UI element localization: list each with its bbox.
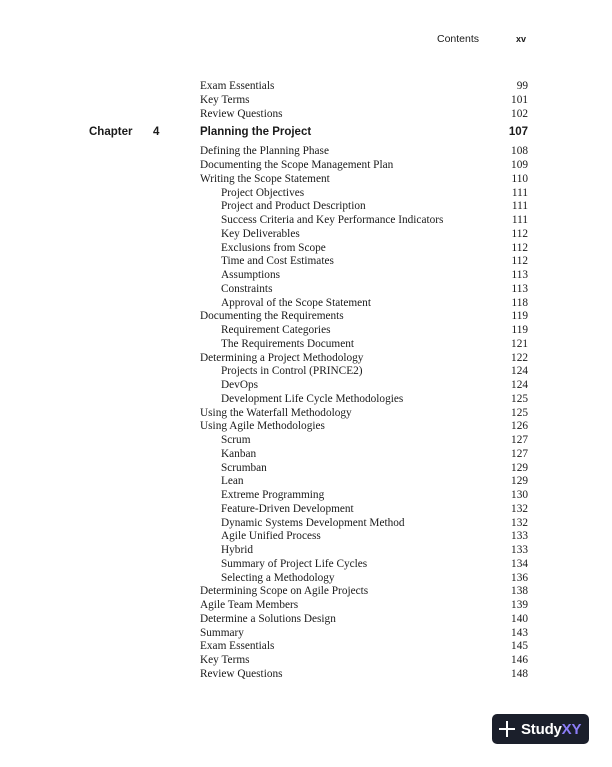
toc-entry-title: Review Questions <box>200 667 283 680</box>
chapter-label: Chapter <box>89 126 133 139</box>
toc-entry-page: 99 <box>516 80 528 92</box>
toc-entry[interactable] <box>0 517 612 531</box>
toc-entry[interactable] <box>0 108 612 122</box>
toc-entry-title: Agile Team Members <box>200 599 299 611</box>
toc-entry-title: Key Deliverables <box>221 227 300 240</box>
toc-entry-title: Extreme Programming <box>221 489 325 501</box>
toc-entry-title: Feature-Driven Development <box>221 502 354 515</box>
plus-icon <box>499 721 515 737</box>
toc-entry-title: Summary of Project Life Cycles <box>221 557 368 570</box>
toc-entry-title: Projects in Control (PRINCE2) <box>221 365 363 378</box>
toc-entry[interactable] <box>0 145 612 159</box>
toc-entry-page: 148 <box>511 667 528 680</box>
toc-entry-title: Scrumban <box>221 461 267 474</box>
toc-entry-page: 119 <box>511 324 528 336</box>
toc-entry-title: Using Agile Methodologies <box>200 420 325 433</box>
toc-entry-title: The Requirements Document <box>221 337 355 350</box>
toc-entry-page: 108 <box>511 145 528 158</box>
toc-entry-page: 132 <box>511 502 528 515</box>
toc-entry-title: Documenting the Scope Management Plan <box>200 159 394 171</box>
toc-entry-page: 101 <box>511 93 528 106</box>
brand-name <box>521 721 581 738</box>
toc-entry-page: 124 <box>511 379 528 391</box>
toc-entry[interactable] <box>0 187 612 201</box>
running-header-title: Contents <box>437 33 480 45</box>
toc-entry-title: Assumptions <box>221 269 281 281</box>
chapter-title: Planning the Project <box>200 126 312 139</box>
toc-entry-page: 130 <box>511 489 528 501</box>
toc-entry-title: Agile Unified Process <box>221 530 321 543</box>
brand-name-part1: Study <box>521 720 562 738</box>
toc-entry[interactable] <box>0 627 612 641</box>
toc-entry-title: Summary <box>200 626 244 639</box>
toc-entry-title: Dynamic Systems Development Method <box>221 516 405 529</box>
page-number: xv <box>516 34 527 44</box>
toc-entry[interactable] <box>0 530 612 544</box>
toc-entry-title: Requirement Categories <box>221 324 331 336</box>
brand-name-part2: XY <box>561 720 582 738</box>
toc-entry[interactable] <box>0 558 612 572</box>
toc-entry-page: 132 <box>511 516 528 529</box>
toc-entry[interactable] <box>0 503 612 517</box>
toc-entry[interactable] <box>0 255 612 269</box>
toc-entry-title: Writing the Scope Statement <box>200 172 330 185</box>
toc-entry-page: 111 <box>511 200 528 213</box>
toc-entry-page: 127 <box>511 434 528 446</box>
toc-entry-page: 143 <box>511 626 528 639</box>
toc-entry-title: Key Terms <box>200 654 250 666</box>
toc-entry-page: 111 <box>511 214 528 226</box>
toc-entry-page: 129 <box>511 461 528 474</box>
toc-entry[interactable] <box>0 173 612 187</box>
toc-entry[interactable] <box>0 214 612 228</box>
toc-entry-title: Exclusions from Scope <box>221 241 326 254</box>
toc-entry[interactable] <box>0 393 612 407</box>
toc-entry[interactable] <box>0 462 612 476</box>
toc-entry-title: Success Criteria and Key Performance Indicators <box>221 214 444 226</box>
toc-entry-page: 125 <box>511 392 528 405</box>
toc-entry-title: Development Life Cycle Methodologies <box>221 392 404 405</box>
chapter-heading[interactable] <box>0 125 612 140</box>
toc-entry-title: Hybrid <box>221 544 254 556</box>
toc-entry-page: 136 <box>511 571 528 584</box>
toc-entry[interactable] <box>0 489 612 503</box>
chapter-page: 107 <box>508 126 528 139</box>
toc-entry-page: 133 <box>511 544 528 556</box>
table-of-contents <box>0 80 612 682</box>
toc-entry[interactable] <box>0 434 612 448</box>
toc-entry-title: Kanban <box>221 447 257 460</box>
toc-entry-page: 146 <box>511 654 528 666</box>
toc-entry-page: 127 <box>511 447 528 460</box>
toc-entry[interactable] <box>0 324 612 338</box>
chapter-number: 4 <box>153 126 160 139</box>
toc-entry-page: 119 <box>511 310 528 323</box>
toc-entry[interactable] <box>0 365 612 379</box>
toc-entry-title: Using the Waterfall Methodology <box>200 406 352 419</box>
toc-entry-title: Determine a Solutions Design <box>200 612 336 625</box>
toc-entry[interactable] <box>0 407 612 421</box>
toc-entry[interactable] <box>0 200 612 214</box>
toc-entry[interactable] <box>0 242 612 256</box>
toc-entry[interactable] <box>0 159 612 173</box>
toc-entry-page: 102 <box>511 107 528 120</box>
toc-entry[interactable] <box>0 654 612 668</box>
toc-entry-title: Time and Cost Estimates <box>221 255 334 268</box>
toc-section-previous-chapter <box>0 80 612 121</box>
toc-entry[interactable] <box>0 94 612 108</box>
toc-entry-title: Scrum <box>221 434 251 446</box>
toc-entry-title: Documenting the Requirements <box>200 310 344 323</box>
toc-entry-title: Review Questions <box>200 107 283 120</box>
toc-entry-title: Selecting a Methodology <box>221 571 335 584</box>
toc-entry-page: 134 <box>511 557 528 570</box>
toc-entry-title: Determining a Project Methodology <box>200 351 364 364</box>
toc-entry-page: 110 <box>511 172 528 185</box>
toc-entry-title: Project and Product Description <box>221 200 366 213</box>
toc-entry-title: DevOps <box>221 379 259 391</box>
toc-entry[interactable] <box>0 297 612 311</box>
toc-entry-page: 111 <box>511 186 528 199</box>
toc-entry-page: 112 <box>511 241 528 254</box>
toc-entry[interactable] <box>0 352 612 366</box>
toc-entry-page: 118 <box>511 296 528 309</box>
toc-entry-title: Constraints <box>221 282 273 295</box>
toc-entry[interactable] <box>0 668 612 682</box>
toc-section-chapter-4 <box>0 145 612 681</box>
toc-entry-title: Project Objectives <box>221 186 305 199</box>
toc-entry[interactable] <box>0 613 612 627</box>
toc-entry-page: 124 <box>511 365 528 378</box>
toc-entry[interactable] <box>0 420 612 434</box>
toc-entry-page: 126 <box>511 420 528 433</box>
toc-entry-title: Exam Essentials <box>200 80 275 92</box>
toc-entry[interactable] <box>0 283 612 297</box>
toc-entry[interactable] <box>0 338 612 352</box>
toc-entry-page: 112 <box>511 255 528 268</box>
toc-entry-page: 122 <box>511 351 528 364</box>
toc-entry-page: 138 <box>511 585 528 598</box>
toc-entry[interactable] <box>0 544 612 558</box>
toc-entry[interactable] <box>0 572 612 586</box>
toc-entry-page: 133 <box>511 530 528 543</box>
toc-entry-page: 129 <box>511 475 528 488</box>
toc-entry[interactable] <box>0 80 612 94</box>
toc-entry-title: Lean <box>221 475 244 488</box>
toc-entry-title: Exam Essentials <box>200 640 275 653</box>
toc-entry-title: Approval of the Scope Statement <box>221 296 371 309</box>
toc-entry[interactable] <box>0 475 612 489</box>
toc-entry-page: 113 <box>511 282 528 295</box>
running-header <box>0 33 612 47</box>
toc-entry[interactable] <box>0 585 612 599</box>
toc-entry[interactable] <box>0 379 612 393</box>
toc-entry-page: 125 <box>511 406 528 419</box>
toc-entry-title: Determining Scope on Agile Projects <box>200 585 369 598</box>
toc-entry-page: 113 <box>511 269 528 281</box>
toc-entry-page: 140 <box>511 612 528 625</box>
toc-entry-page: 145 <box>511 640 528 653</box>
toc-entry-page: 112 <box>511 227 528 240</box>
toc-entry-title: Key Terms <box>200 93 250 106</box>
studyxy-badge[interactable] <box>492 714 589 744</box>
toc-entry-title: Defining the Planning Phase <box>200 145 329 158</box>
toc-entry[interactable] <box>0 269 612 283</box>
toc-entry-page: 121 <box>511 337 528 350</box>
toc-entry[interactable] <box>0 310 612 324</box>
toc-entry-page: 109 <box>511 159 528 171</box>
toc-entry-page: 139 <box>511 599 528 611</box>
toc-entry[interactable] <box>0 599 612 613</box>
toc-entry[interactable] <box>0 640 612 654</box>
toc-entry[interactable] <box>0 448 612 462</box>
toc-entry[interactable] <box>0 228 612 242</box>
